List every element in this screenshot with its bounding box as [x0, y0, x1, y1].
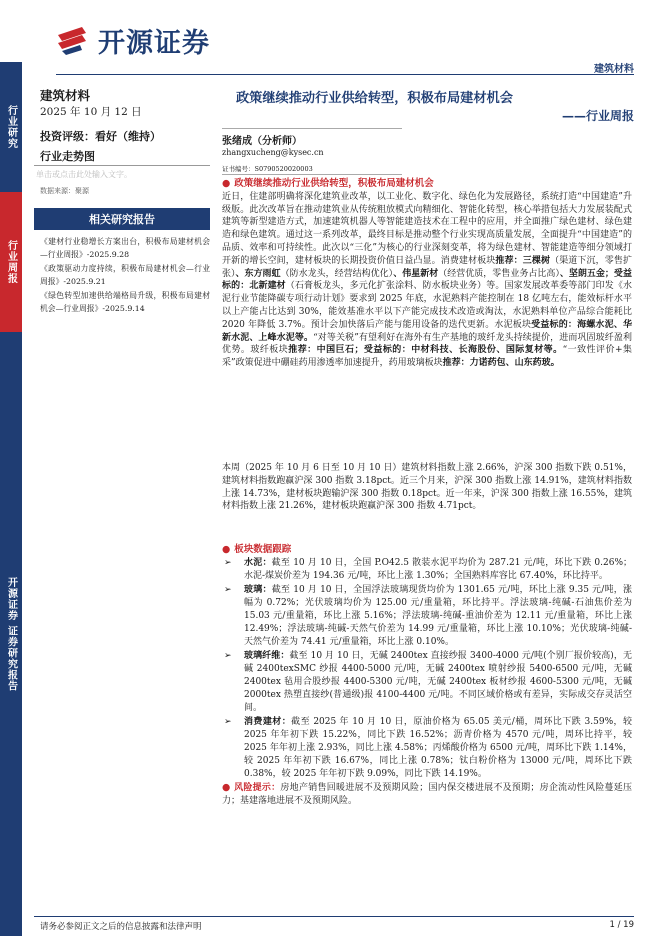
- brand-name: 开源证券: [98, 27, 210, 59]
- data-item-fiberglass: ➢ 玻璃纤维：截至 10 月 10 日，无碱 2400tex 直接纱报 3400-4000 元/吨(个别厂报价较高)，无碱 2400texSMC 纱报 4400-5000 元/吨，无碱 2400tex 喷射纱报 5400-6500 元/吨，无碱 2400tex 毡用合股纱报 4400-5300 元/吨，无碱 2400tex 板材纱报 4600-5300 元/吨，无碱 2000tex 热塑直接纱(普通级)报 4100-4400 元/吨。不同区域价格或有差异，实际成交存灵活空间。: [224, 651, 632, 713]
- arrow-right-icon: ➢: [224, 651, 232, 662]
- bullet-dot-icon: ●: [222, 782, 235, 794]
- arrow-right-icon: ➢: [224, 557, 232, 568]
- sector-name: 建筑材料: [40, 88, 91, 103]
- section-heading: ● 政策继续推动行业供给转型，积极布局建材机会: [222, 178, 434, 189]
- arrow-right-icon: ➢: [224, 585, 232, 596]
- related-report-item[interactable]: 《政策驱动力度持续，积极布局建材机会—行业周报》-2025.9.21: [40, 264, 210, 286]
- analyst-email[interactable]: zhangxucheng@kysec.cn: [222, 148, 324, 157]
- analyst-name: 张绪成（分析师）: [222, 136, 302, 147]
- report-date: 2025 年 10 月 12 日: [40, 106, 142, 118]
- bullet-dot-icon: ●: [222, 544, 231, 555]
- report-subtitle: ——行业周报: [561, 109, 634, 123]
- footer-divider: [34, 916, 634, 917]
- header-divider: [56, 74, 634, 75]
- risk-warning: ● 风险提示：房地产销售回暖进展不及预期风险；国内保交楼进展不及预期；房企流动性风险蔓延压力；基建落地进展不及预期风险。: [222, 782, 632, 807]
- analyst-top-divider: [222, 128, 402, 129]
- related-reports-list: [40, 236, 210, 317]
- data-item-cement: ➢ 水泥：截至 10 月 10 日，全国 P.O42.5 散装水泥平均价为 287.21 元/吨，环比下跌 0.26%；水泥-煤炭价差为 194.36 元/吨，环比上涨 1.30%；全国熟料库容比 67.40%，环比持平。: [224, 557, 632, 581]
- side-label-weekly: 行业周报: [0, 192, 22, 332]
- related-report-item[interactable]: 《建材行业稳增长方案出台，积极布局建材机会—行业周报》-2025.9.28: [40, 237, 210, 259]
- bullet-dot-icon: ●: [222, 178, 231, 189]
- analyst-cert: 证书编号：S0790520020003: [222, 165, 313, 173]
- arrow-right-icon: ➢: [224, 717, 232, 728]
- header-sector-tag: 建筑材料: [594, 64, 634, 75]
- investment-rating: 投资评级：看好（维持）: [40, 130, 161, 143]
- data-item-consumer-materials: ➢ 消费建材：截至 2025 年 10 月 10 日，原油价格为 65.05 美元/桶，周环比下跌 3.59%，较 2025 年年初下跌 15.22%，同比下跌 16.52%；沥青价格为 4570 元/吨，周环比持平，较 2025 年年初上涨 2.93%，同比上涨 4.58%；丙烯酸价格为 6500 元/吨，周环比下跌 1.14%，较 2025 年年初下跌 16.67%，同比上涨 0.78%；钛白粉价格为 13000 元/吨，周环比下跌 0.38%，较 2025 年年初下跌 9.09%，同比下跌 14.19%。: [224, 717, 632, 779]
- analyst-bottom-divider: [222, 174, 402, 175]
- brand-logo: [56, 20, 210, 60]
- footer-disclaimer: 请务必参阅正文之后的信息披露和法律声明: [40, 922, 202, 932]
- brand-mark-icon: [56, 23, 90, 57]
- market-paragraph: 本周（2025 年 10 月 6 日至 10 月 10 日）建筑材料指数上涨 2.66%，沪深 300 指数下跌 0.51%，建筑材料指数跑赢沪深 300 指数 3.18pct。近三个月来，沪深 300 指数上涨 14.91%，建筑材料指数上涨 14.73%，建材板块跑输沪深 300 指数 0.18pct。近一年来，沪深 300 指数上涨 16.55%，建筑材料指数上涨 21.26%，建材板块跑赢沪深 300 指数 4.71pct。: [222, 463, 632, 512]
- trend-chart-label: 行业走势图: [40, 150, 95, 163]
- report-title: 政策继续推动行业供给转型，积极布局建材机会: [236, 91, 513, 106]
- market-summary: [222, 462, 632, 513]
- related-report-item[interactable]: 《绿色转型加速供给端格局升级，积极布局建材机会—行业周报》-2025.9.14: [40, 291, 210, 313]
- side-label-report: 开源证券 证券研究报告: [0, 332, 22, 936]
- data-source: 数据来源：聚源: [40, 187, 89, 195]
- chart-placeholder-text: 单击或点击此处输入文字。: [36, 170, 132, 179]
- policy-paragraph: 近日，住建部明确将深化建筑业改革，以工业化、数字化、绿色化为发展路径，系统打造“中国建造”升级版。此次改革旨在推动建筑业从传统粗放模式向精细化、智能化转型，核心举措包括大力发展装配式建筑等新型建造方式，加速建筑机器人等智能建造技术在工程中的应用，并全面推广绿色建材、绿色建造和绿色建筑。通过这一系列改革，最终目标是推动整个行业实现高质量发展，全面提升“中国建造”的品质、效率和可持续性。此次以“三化”为核心的行业深刻变革，将为绿色建材、智能建造等细分领域打开新的增长空间，建材板块的长期投资价值日益凸显。消费建材板块推荐：三棵树（渠道下沉，零售扩张）、东方雨虹（防水龙头，经营结构优化）、伟星新材（经营优质，零售业务占比高）、坚朗五金；受益标的：北新建材（石膏板龙头，多元化扩张涂料、防水板块业务）等。国家发展改革委等部门印发《水泥行业节能降碳专项行动计划》要求到 2025 年底，水泥熟料产能控制在 18 亿吨左右，能效标杆水平以上产能占比达到 30%，能效基准水平以下产能完成技术改造或淘汰，水泥熟料单位产品综合能耗比 2020 年降低 3.7%。预计会加快落后产能与能用设备的迭代更新。水泥板块受益标的：海螺水泥、华新水泥、上峰水泥等。“对等关税”有望利好在海外有生产基地的玻纤龙头持续提价，进而巩固玻纤盈利优势。玻纤板块推荐：中国巨石；受益标的：中材科技、长海股份、国际复材等。“一致性评价+集采”政策促进中硼硅药用渗透率加速提升，药用玻璃板块推荐：力诺药包、山东药玻。: [222, 191, 632, 369]
- section-policy: [222, 178, 632, 370]
- related-reports-title: 相关研究报告: [34, 208, 210, 230]
- data-item-glass: ➢ 玻璃：截至 10 月 10 日，全国浮法玻璃现货均价为 1301.65 元/吨，环比上涨 9.35 元/吨，涨幅为 0.72%；光伏玻璃均价为 125.00 元/重量箱，环比持平。浮法玻璃-纯碱-石油焦价差为 15.03 元/重量箱，环比上涨 5.16%；浮法玻璃-纯碱-重油价差为 12.11 元/重量箱，环比上涨 12.49%；浮法玻璃-纯碱-天然气价差为 14.99 元/重量箱，环比上涨 10.10%；光伏玻璃-纯碱-天然气价差为 74.41 元/重量箱，环比上涨 0.10%。: [224, 585, 632, 647]
- section-data-tracking: [222, 544, 632, 808]
- side-label-research: 行业研究: [0, 62, 22, 192]
- section-heading: ● 板块数据跟踪: [222, 544, 292, 555]
- page-number: 1 / 19: [609, 920, 634, 930]
